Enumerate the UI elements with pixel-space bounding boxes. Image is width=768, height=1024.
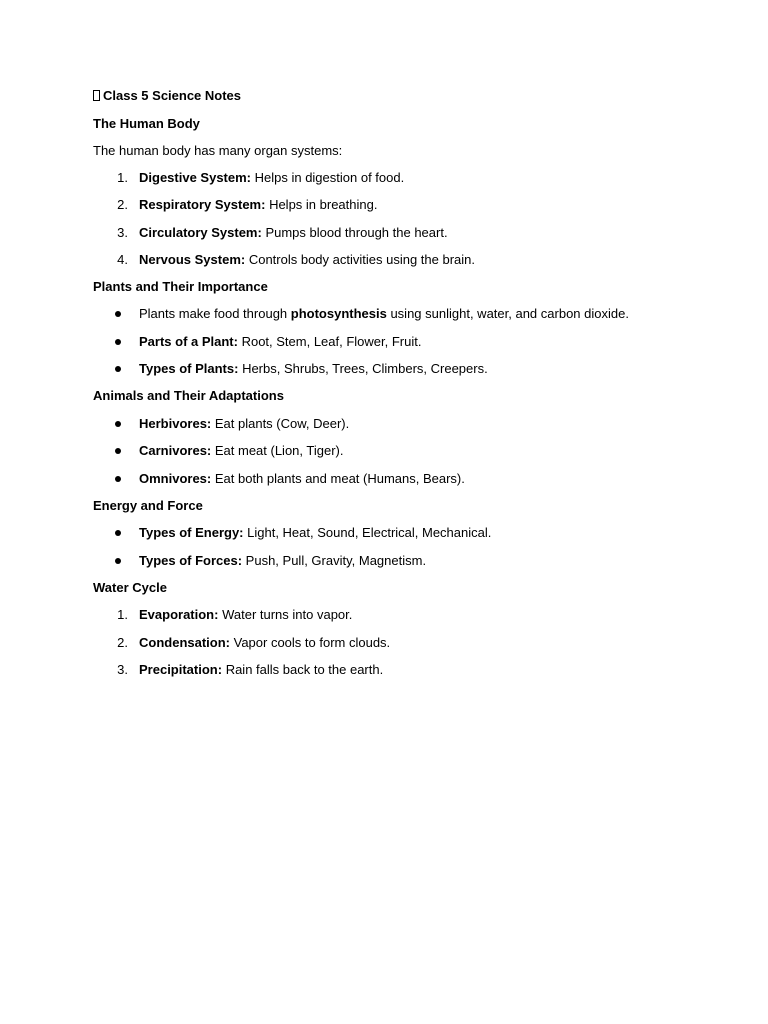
list-item-term: Types of Forces: — [139, 553, 243, 568]
list-item-desc: Controls body activities using the brain. — [245, 252, 476, 267]
list-item-desc: Root, Stem, Leaf, Flower, Fruit. — [237, 334, 422, 349]
list-item-term: Circulatory System: — [139, 225, 262, 240]
doc-title-text: Class 5 Science Notes — [103, 88, 242, 103]
list-item-term: Carnivores: — [139, 443, 212, 458]
section-heading-energy: Energy and Force — [93, 498, 203, 513]
list-item-text — [139, 170, 404, 186]
list-item-desc: Eat both plants and meat (Humans, Bears). — [211, 471, 465, 486]
list-item-desc: using sunlight, water, and carbon dioxide. — [386, 306, 629, 321]
list-number: 3. — [117, 662, 128, 677]
list-item-pre: Plants make food through — [139, 306, 291, 321]
list-number: 2. — [117, 635, 128, 650]
bullet-icon — [115, 366, 121, 372]
list-number: 2. — [117, 197, 128, 212]
bullet-icon — [115, 339, 121, 345]
bullet-icon — [115, 448, 121, 454]
list-number: 1. — [117, 607, 128, 622]
human-body-intro: The human body has many organ systems: — [93, 143, 343, 158]
section-heading-plants: Plants and Their Importance — [93, 279, 268, 294]
list-item-term: Respiratory System: — [139, 197, 266, 212]
list-item-desc: Eat plants (Cow, Deer). — [211, 416, 350, 431]
doc-title — [93, 88, 241, 104]
list-item-text — [139, 416, 349, 432]
list-item-desc: Pumps blood through the heart. — [261, 225, 448, 240]
list-item-term: Precipitation: — [139, 662, 223, 677]
list-item-text — [139, 662, 383, 678]
list-item-text — [139, 225, 448, 241]
list-item-text — [139, 471, 465, 487]
bullet-icon — [115, 530, 121, 536]
list-item-desc: Push, Pull, Gravity, Magnetism. — [242, 553, 427, 568]
bullet-icon — [115, 558, 121, 564]
section-heading-animals: Animals and Their Adaptations — [93, 388, 284, 403]
missing-glyph-icon — [93, 90, 100, 101]
list-item-desc: Rain falls back to the earth. — [222, 662, 384, 677]
list-item-term: Digestive System: — [139, 170, 251, 185]
list-item-term: Parts of a Plant: — [139, 334, 238, 349]
list-item-text — [139, 443, 343, 459]
section-heading-water-cycle: Water Cycle — [93, 580, 167, 595]
list-item-term: Types of Energy: — [139, 525, 244, 540]
list-item-text — [139, 553, 426, 569]
list-item-term: Types of Plants: — [139, 361, 239, 376]
list-item-text — [139, 361, 488, 377]
list-item-text — [139, 334, 421, 350]
list-item-text — [139, 525, 491, 541]
section-heading-human-body: The Human Body — [93, 116, 200, 131]
list-number: 4. — [117, 252, 128, 267]
list-item-desc: Helps in digestion of food. — [251, 170, 405, 185]
list-item-term: photosynthesis — [290, 306, 387, 321]
list-item-desc: Eat meat (Lion, Tiger). — [211, 443, 344, 458]
bullet-icon — [115, 421, 121, 427]
list-item-term: Condensation: — [139, 635, 230, 650]
bullet-icon — [115, 476, 121, 482]
list-item-desc: Water turns into vapor. — [218, 607, 353, 622]
list-item-text — [139, 635, 390, 651]
list-item-text — [139, 197, 377, 213]
list-item-term: Evaporation: — [139, 607, 219, 622]
list-item-term: Herbivores: — [139, 416, 212, 431]
list-item-desc: Vapor cools to form clouds. — [230, 635, 391, 650]
list-item-text — [139, 252, 475, 268]
list-item-text — [139, 607, 352, 623]
list-item-desc: Helps in breathing. — [265, 197, 378, 212]
list-number: 3. — [117, 225, 128, 240]
bullet-icon — [115, 311, 121, 317]
list-item-term: Nervous System: — [139, 252, 246, 267]
list-number: 1. — [117, 170, 128, 185]
list-item-desc: Light, Heat, Sound, Electrical, Mechanical. — [243, 525, 492, 540]
list-item-term: Omnivores: — [139, 471, 212, 486]
list-item-text — [139, 306, 629, 322]
list-item-desc: Herbs, Shrubs, Trees, Climbers, Creepers. — [238, 361, 488, 376]
